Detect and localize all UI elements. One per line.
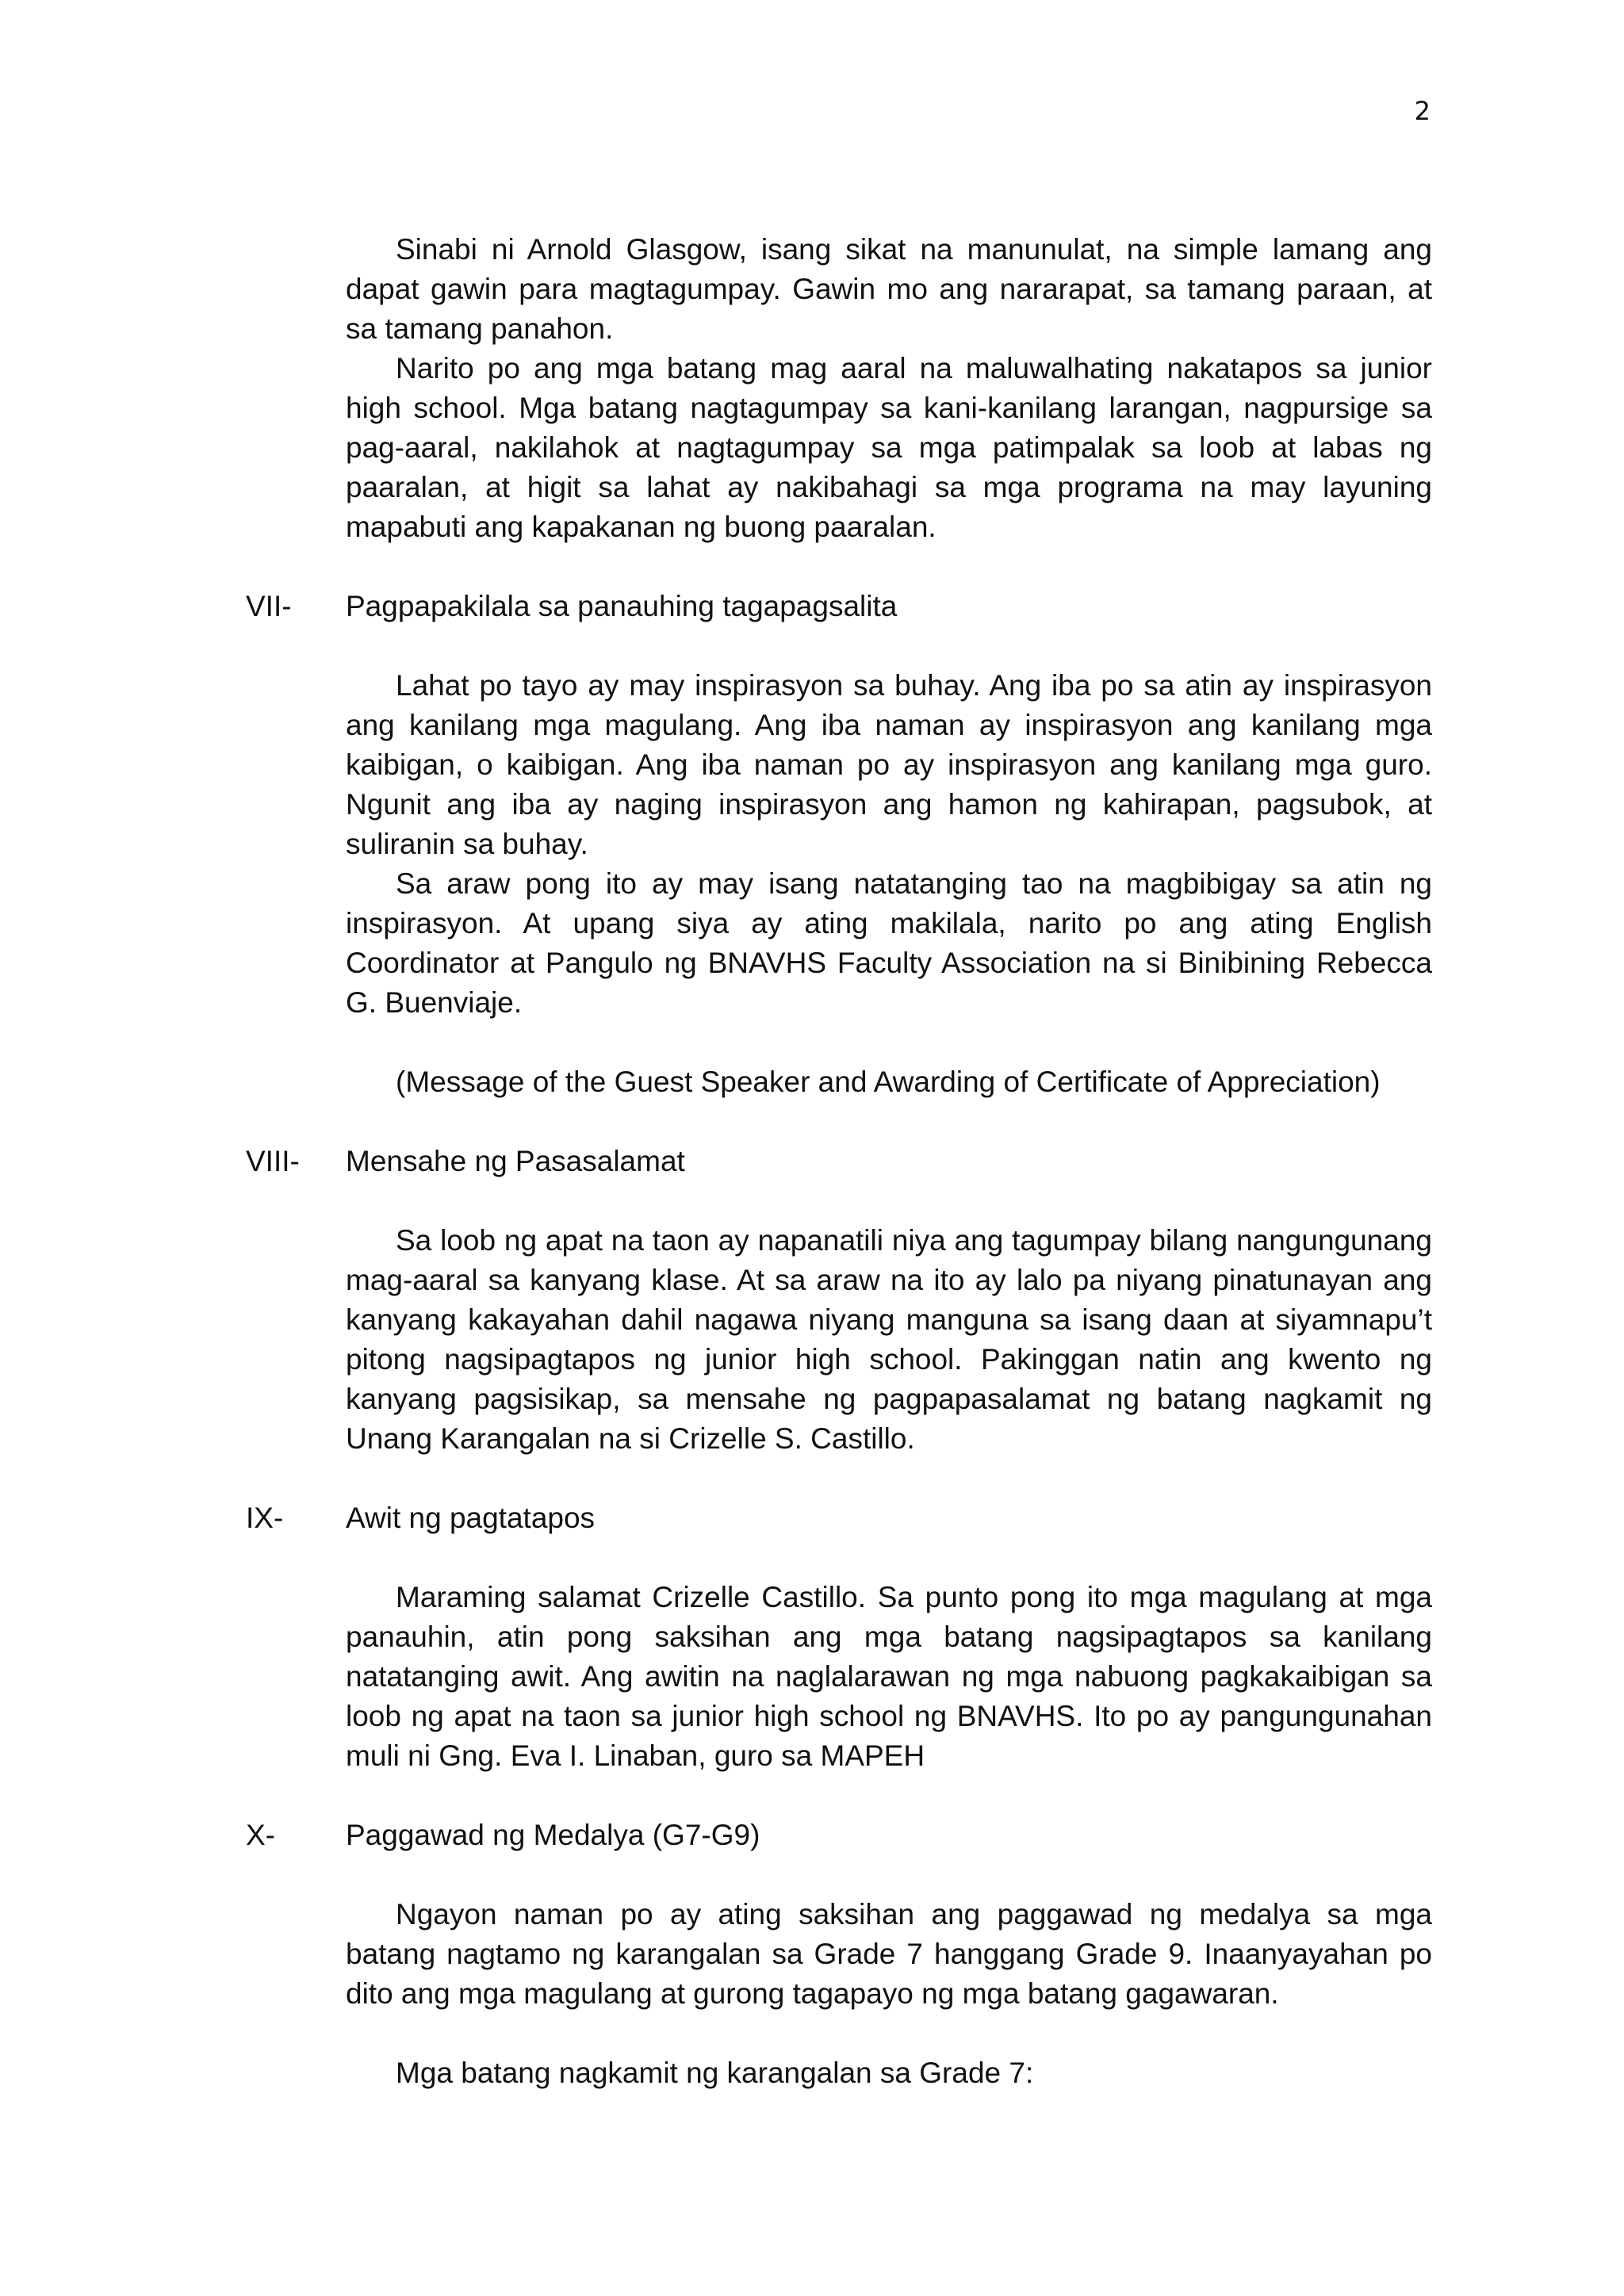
section-paragraph: Ngayon naman po ay ating saksihan ang paggawad ng medalya sa mga batang nagtamo ng karangalan sa Grade 7 hanggang Grade 9. Inaanyayahan po dito ang mga magulang at gurong tagapayo ng mga batang gagawaran.: [346, 1898, 1432, 2010]
section-heading-viii: [246, 1142, 1432, 1181]
section-closing-line: Mga batang nagkamit ng karangalan sa Grade 7:: [396, 2057, 1034, 2089]
section-body-vii: [246, 666, 1432, 1023]
section-paragraph: Sa araw pong ito ay may isang natatanging tao na magbibigay sa atin ng inspirasyon. At upang siya ay ating makilala, narito po ang ating English Coordinator at Pangulo ng BNAVHS Faculty Association na si Binibining Rebecca G. Buenviaje.: [346, 867, 1432, 1019]
intro-block: [246, 230, 1432, 547]
section-paragraph: Sa loob ng apat na taon ay napanatili niya ang tagumpay bilang nangungunang mag-aaral sa kanyang klase. At sa araw na ito ay lalo pa niyang pinatunayan ang kanyang kakayahan dahil nagawa niyang manguna sa isang daan at siyamnapu’t pitong nagsipagtapos ng junior high school. Pakinggan natin ang kwento ng kanyang pagsisikap, sa mensahe ng pagpapasalamat ng batang nagkamit ng Unang Karangalan na si Crizelle S. Castillo.: [346, 1224, 1432, 1455]
section-heading-vii: [246, 587, 1432, 626]
intro-paragraph: Narito po ang mga batang mag aaral na maluwalhating nakatapos sa junior high school. Mga batang nagtagumpay sa kani-kanilang larangan, nagpursige sa pag-aaral, nakilahok at nagtagumpay sa mga patimpalak sa loob at labas ng paaralan, at higit sa lahat ay nakibahagi sa mga programa na may layuning mapabuti ang kapakanan ng buong paaralan.: [346, 352, 1432, 543]
section-title: Mensahe ng Pasasalamat: [346, 1145, 685, 1177]
intro-paragraph: Sinabi ni Arnold Glasgow, isang sikat na manunulat, na simple lamang ang dapat gawin para magtagumpay. Gawin mo ang nararapat, sa tamang paraan, at sa tamang panahon.: [346, 233, 1432, 345]
section-paragraph: Maraming salamat Crizelle Castillo. Sa punto pong ito mga magulang at mga panauhin, atin pong saksihan ang mga batang nagsipagtapos sa kanilang natatanging awit. Ang awitin na naglalarawan ng mga nabuong pagkakaibigan sa loob ng apat na taon sa junior high school ng BNAVHS. Ito po ay pangungunahan muli ni Gng. Eva I. Linaban, guro sa MAPEH: [346, 1581, 1432, 1772]
section-title: Paggawad ng Medalya (G7-G9): [346, 1819, 760, 1851]
page-number: 2: [1414, 96, 1431, 126]
section-numeral: VII-: [246, 590, 292, 622]
section-paragraph: Lahat po tayo ay may inspirasyon sa buhay. Ang iba po sa atin ay inspirasyon ang kanilang mga magulang. Ang iba naman ay inspirasyon ang kanilang mga kaibigan, o kaibigan. Ang iba naman po ay inspirasyon ang kanilang mga guro. Ngunit ang iba ay naging inspirasyon ang hamon ng kahirapan, pagsubok, at suliranin sa buhay.: [346, 669, 1432, 860]
section-numeral: X-: [246, 1819, 275, 1851]
section-body-x: [246, 1895, 1432, 2093]
document-body: [246, 230, 1432, 2093]
section-body-ix: [246, 1578, 1432, 1776]
section-body-viii: [246, 1221, 1432, 1459]
section-heading-ix: [246, 1498, 1432, 1538]
section-title: Awit ng pagtatapos: [346, 1502, 596, 1534]
section-numeral: IX-: [246, 1502, 284, 1534]
section-numeral: VIII-: [246, 1145, 300, 1177]
stage-note: (Message of the Guest Speaker and Awarding of Certificate of Appreciation): [396, 1066, 1381, 1098]
section-title: Pagpapakilala sa panauhing tagapagsalita: [346, 590, 898, 622]
section-heading-x: [246, 1816, 1432, 1855]
